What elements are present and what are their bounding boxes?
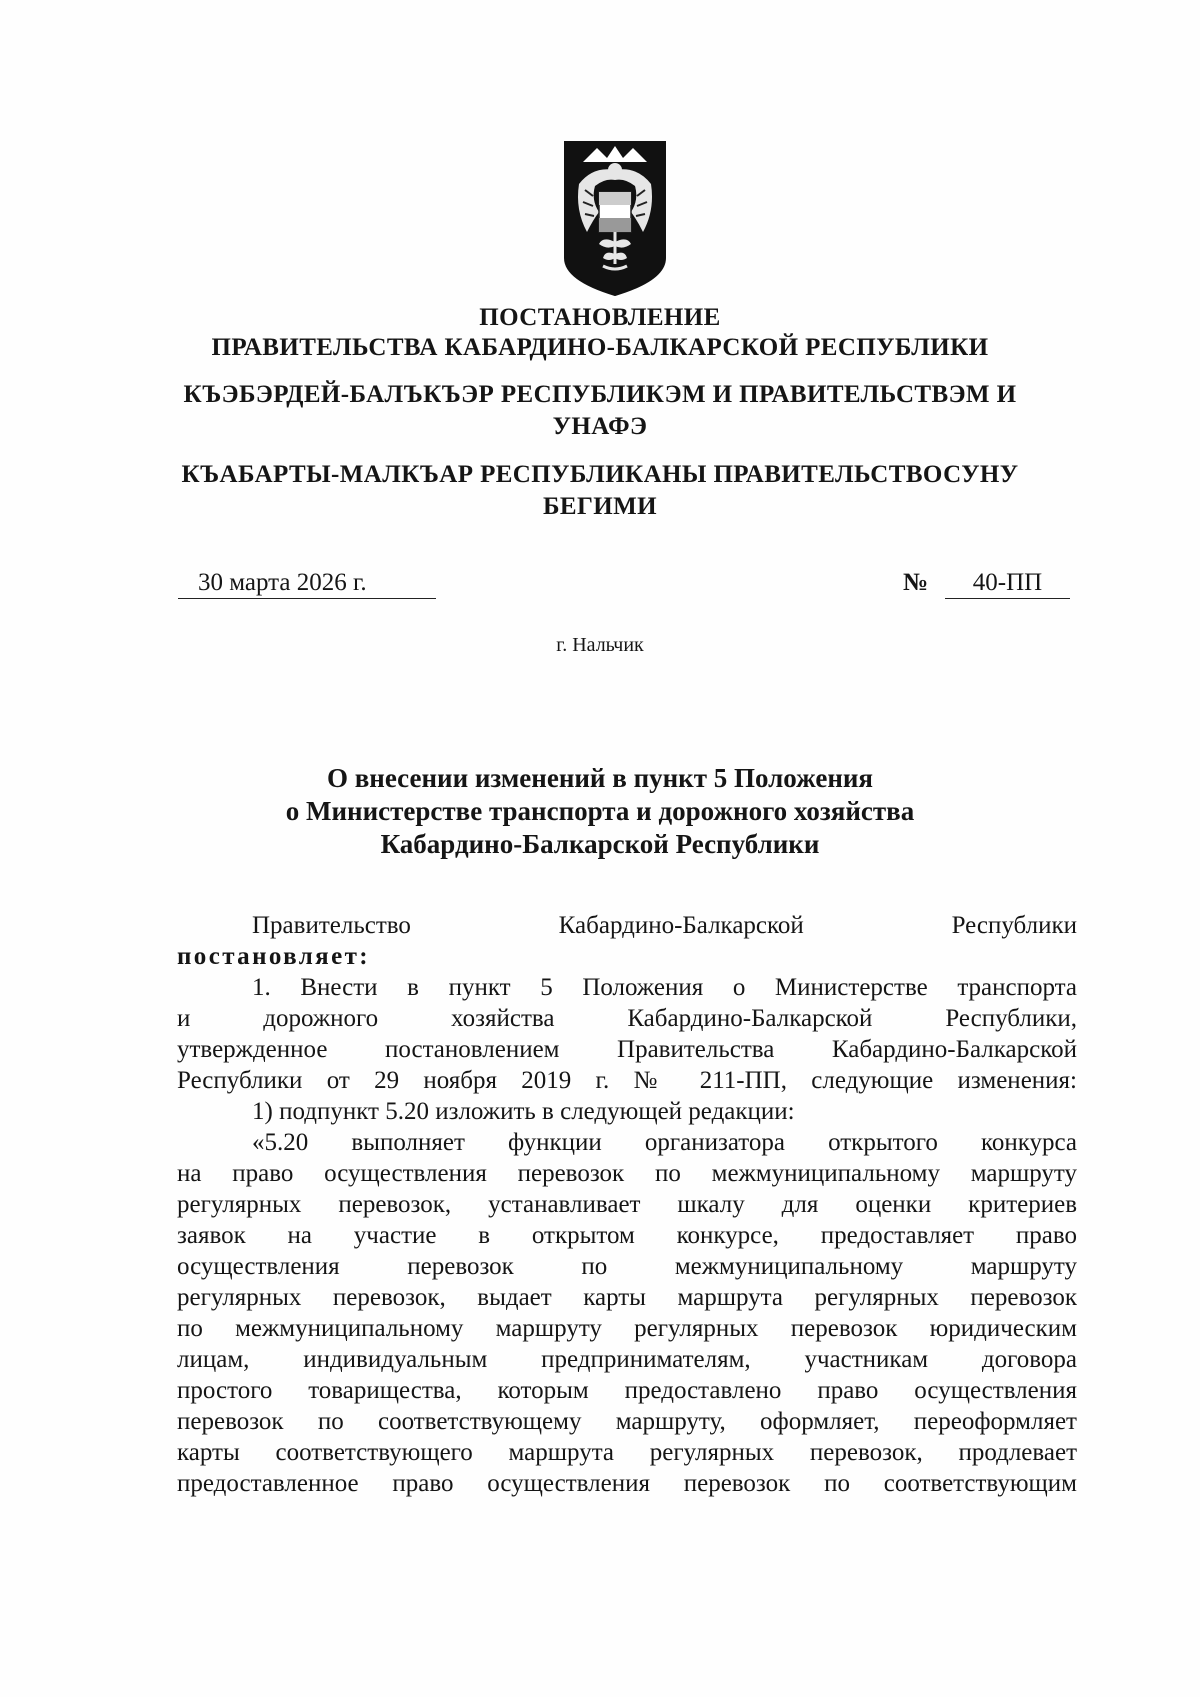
kabardian-heading-line2: УНАФЭ: [552, 413, 648, 440]
body-line: 1. Внести в пункт 5 Положения о Министерстве транспорта: [252, 974, 1077, 1001]
issuer-heading: ПРАВИТЕЛЬСТВА КАБАРДИНО-БАЛКАРСКОЙ РЕСПУБЛИКИ: [211, 334, 989, 361]
body-line: постановляет:: [177, 943, 370, 970]
body-line: по межмуниципальному маршруту регулярных перевозок юридическим: [177, 1315, 1077, 1342]
body-line: осуществления перевозок по межмуниципальному маршруту: [177, 1253, 1077, 1280]
title-line3: Кабардино-Балкарской Республики: [380, 829, 820, 859]
body-line: утвержденное постановлением Правительства Кабардино-Балкарской: [177, 1036, 1077, 1063]
balkar-heading-line1: КЪАБАРТЫ-МАЛКЪАР РЕСПУБЛИКАНЫ ПРАВИТЕЛЬСТВОСУНУ: [181, 461, 1019, 488]
body-line: предоставленное право осуществления перевозок по соответствующим: [177, 1470, 1077, 1497]
document-body: [177, 910, 1077, 1499]
body-line: регулярных перевозок, выдает карты маршрута регулярных перевозок: [177, 1284, 1077, 1311]
body-line: «5.20 выполняет функции организатора открытого конкурса: [252, 1129, 1077, 1156]
title-line2: о Министерстве транспорта и дорожного хозяйства: [285, 796, 915, 826]
body-line: Республики от 29 ноября 2019 г. № 211-ПП, следующие изменения:: [177, 1067, 1077, 1094]
body-line: и дорожного хозяйства Кабардино-Балкарской Республики,: [177, 1005, 1077, 1032]
body-line: Правительство Кабардино-Балкарской Республики: [252, 912, 1077, 939]
coat-of-arms-emblem: [563, 140, 667, 297]
body-line: карты соответствующего маршрута регулярных перевозок, продлевает: [177, 1439, 1077, 1466]
body-line: простого товарищества, которым предоставлено право осуществления: [177, 1377, 1077, 1404]
number-label: №: [903, 569, 929, 596]
body-line: перевозок по соответствующему маршруту, оформляет, переоформляет: [177, 1408, 1077, 1435]
document-number: 40-ПП: [945, 568, 1070, 599]
body-line: заявок на участие в открытом конкурсе, предоставляет право: [177, 1222, 1077, 1249]
document-city: г. Нальчик: [556, 634, 644, 656]
title-line1: О внесении изменений в пункт 5 Положения: [326, 763, 874, 793]
document-date: 30 марта 2026 г.: [178, 568, 436, 599]
body-line: лицам, индивидуальным предпринимателям, участникам договора: [177, 1346, 1077, 1373]
body-line: регулярных перевозок, устанавливает шкалу для оценки критериев: [177, 1191, 1077, 1218]
kabardian-heading-line1: КЪЭБЭРДЕЙ-БАЛЪКЪЭР РЕСПУБЛИКЭМ И ПРАВИТЕЛЬСТВЭМ И: [183, 381, 1017, 408]
body-line: на право осуществления перевозок по межмуниципальному маршруту: [177, 1160, 1077, 1187]
balkar-heading-line2: БЕГИМИ: [543, 493, 657, 520]
document-type-heading: ПОСТАНОВЛЕНИЕ: [479, 304, 721, 331]
body-line: 1) подпункт 5.20 изложить в следующей редакции:: [252, 1098, 795, 1125]
